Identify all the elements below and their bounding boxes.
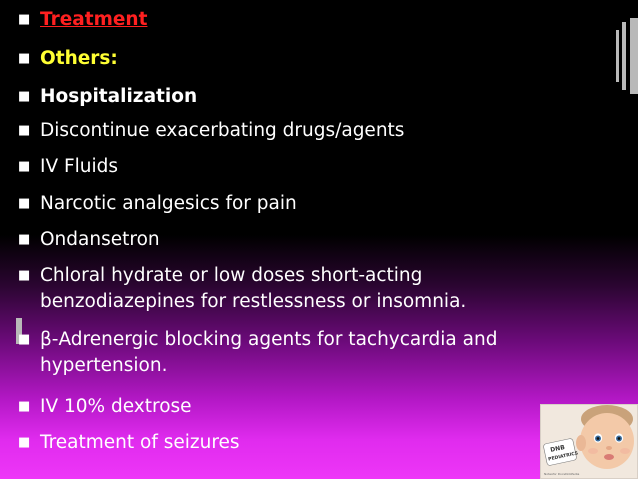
bullet-text: IV Fluids (40, 156, 119, 177)
bullet-iv-fluids (18, 154, 580, 180)
bullet-text: Ondansetron (40, 229, 160, 250)
dnb-pediatrics-logo (540, 404, 638, 479)
bullet-narcotic (18, 191, 580, 217)
bullet-ondansetron (18, 227, 580, 253)
bullet-icon: ■ (18, 12, 31, 27)
bullet-others (18, 46, 580, 72)
bullet-seizures (18, 430, 580, 456)
bullet-beta-adrenergic (18, 327, 580, 379)
bullet-icon: ■ (18, 89, 31, 104)
logo-caption: Notesfor DocsDnbPedia (544, 472, 580, 476)
bullet-text: Treatment of seizures (40, 432, 240, 453)
bullet-icon: ■ (18, 332, 31, 347)
baby-face-illustration (541, 405, 637, 478)
bullet-text-line2: hypertension. (40, 355, 168, 376)
bullet-chloral-hydrate (18, 263, 580, 315)
bullet-text-line1: Chloral hydrate or low doses short-acting (40, 265, 423, 286)
bullet-icon: ■ (18, 123, 31, 138)
bullet-text: Treatment (40, 9, 148, 30)
bullet-discontinue (18, 118, 580, 144)
bullet-text: Others: (40, 48, 118, 69)
bullet-icon: ■ (18, 399, 31, 414)
bullet-iv-dextrose (18, 394, 580, 420)
bullet-text-line1: β-Adrenergic blocking agents for tachycardia and (40, 329, 498, 350)
bullet-text-line2: benzodiazepines for restlessness or insomnia. (40, 291, 467, 312)
bullet-icon: ■ (18, 196, 31, 211)
bullet-icon: ■ (18, 268, 31, 283)
bullet-icon: ■ (18, 51, 31, 66)
bullet-icon: ■ (18, 232, 31, 247)
decorative-bars-top (616, 18, 638, 94)
logo-line1: DNB (549, 443, 566, 454)
bullet-icon: ■ (18, 435, 31, 450)
bullet-icon: ■ (18, 159, 31, 174)
bullet-text: IV 10% dextrose (40, 396, 192, 417)
bullet-treatment (18, 7, 580, 33)
bullet-text: Narcotic analgesics for pain (40, 193, 297, 214)
bullet-text: Hospitalization (40, 86, 198, 107)
bullet-hospitalization (18, 84, 580, 110)
bullet-text: Discontinue exacerbating drugs/agents (40, 120, 405, 141)
logo-line2: PEDIATRICS (547, 451, 579, 463)
